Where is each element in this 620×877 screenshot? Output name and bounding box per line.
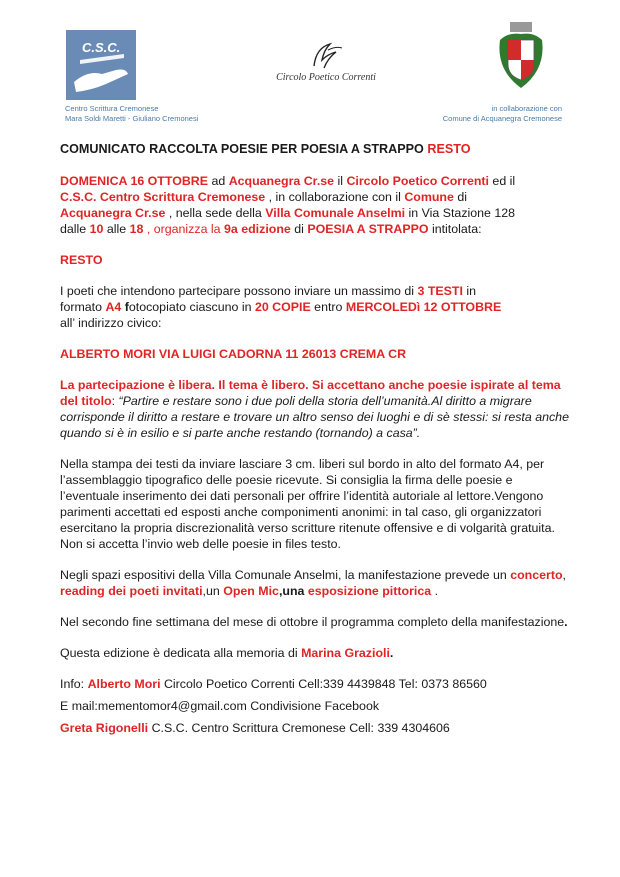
contact-info bbox=[60, 676, 570, 736]
left-caption: Centro Scrittura Cremonese Mara Soldi Maretti - Giuliano Cremonesi bbox=[65, 104, 199, 123]
theme-title: RESTO bbox=[60, 253, 103, 267]
document-title: COMUNICATO RACCOLTA POESIE PER POESIA A STRAPPO RESTO bbox=[60, 142, 471, 156]
csc-logo bbox=[66, 30, 136, 100]
program-paragraph: Negli spazi espositivi della Villa Comunale Anselmi, la manifestazione prevede un concerto, reading dei poeti invitati,un Open Mic,una esposizione pittorica . bbox=[60, 568, 566, 598]
cpc-name: Circolo Poetico Correnti bbox=[276, 72, 376, 83]
theme-paragraph: La partecipazione è libera. Il tema è libero. Si accettano anche poesie ispirate al tema del titolo: “Partire e restare sono i due poli della storia dell’umanità.Al diritto a migrare corrisponde il diritto a restare e trovare un altro senso dei luoghi e di sè stessi: si resta anche quando si è in esilio e si parte anche restando (tornando) a casa”. bbox=[60, 378, 569, 440]
right-caption: in collaborazione con Comune di Acquanegra Cremonese bbox=[442, 104, 562, 123]
submission-paragraph: I poeti che intendono partecipare possono inviare un massimo di 3 TESTI in formato A4 fotocopiato ciascuno in 20 COPIE entro MERCOLEDì 12 OTTOBRE all’ indirizzo civico: bbox=[60, 284, 502, 330]
announcement-paragraph: DOMENICA 16 OTTOBRE ad Acquanegra Cr.se il Circolo Poetico Correnti ed il C.S.C. Centro Scrittura Cremonese , in collaborazione con il Comune di Acquanegra Cr.se , nella sede della Villa Comunale Anselmi in Via Stazione 128 dalle 10 alle 18 , organizza la 9a edizione di POESIA A STRAPPO intitolata: bbox=[60, 174, 516, 236]
printing-rules-paragraph: Nella stampa dei testi da inviare lasciare 3 cm. liberi sul bordo in alto del formato A4, per l’assemblaggio tipografico delle poesie ricevute. Si consiglia la firma delle poesie e l’eventuale inserimento dei dati personali per offrire l’identità autoriale al lettore.Vengono parimenti accettati ed esposti anche componimenti anonimi: in tal caso, gli organizzatori esercitano la propria discrezionalità verso scritture ritenute offensive e di volgarità gratuita. Non si accetta l’invio web delle poesie in files testo. bbox=[60, 457, 555, 551]
hands-icon bbox=[66, 30, 136, 100]
csc-logo-text: C.S.C. bbox=[82, 40, 121, 55]
postal-address: ALBERTO MORI VIA LUIGI CADORNA 11 26013 CREMA CR bbox=[60, 347, 407, 361]
cpc-logo bbox=[256, 40, 396, 100]
quill-icon bbox=[306, 40, 346, 70]
contact-line-2: Greta Rigonelli C.S.C. Centro Scrittura Cremonese Cell: 339 4304606 bbox=[60, 721, 450, 735]
coat-of-arms-icon bbox=[494, 20, 548, 92]
letterhead bbox=[0, 0, 620, 130]
document-body bbox=[60, 141, 570, 742]
contact-line-email: E mail:mementomor4@gmail.com Condivisione Facebook bbox=[60, 699, 380, 713]
dedication-paragraph: Questa edizione è dedicata alla memoria di Marina Grazioli. bbox=[60, 646, 394, 660]
schedule-paragraph: Nel secondo fine settimana del mese di ottobre il programma completo della manifestazione. bbox=[60, 615, 568, 629]
contact-line-1: Info: Alberto Mori Circolo Poetico Correnti Cell:339 4439848 Tel: 0373 86560 bbox=[60, 677, 487, 691]
